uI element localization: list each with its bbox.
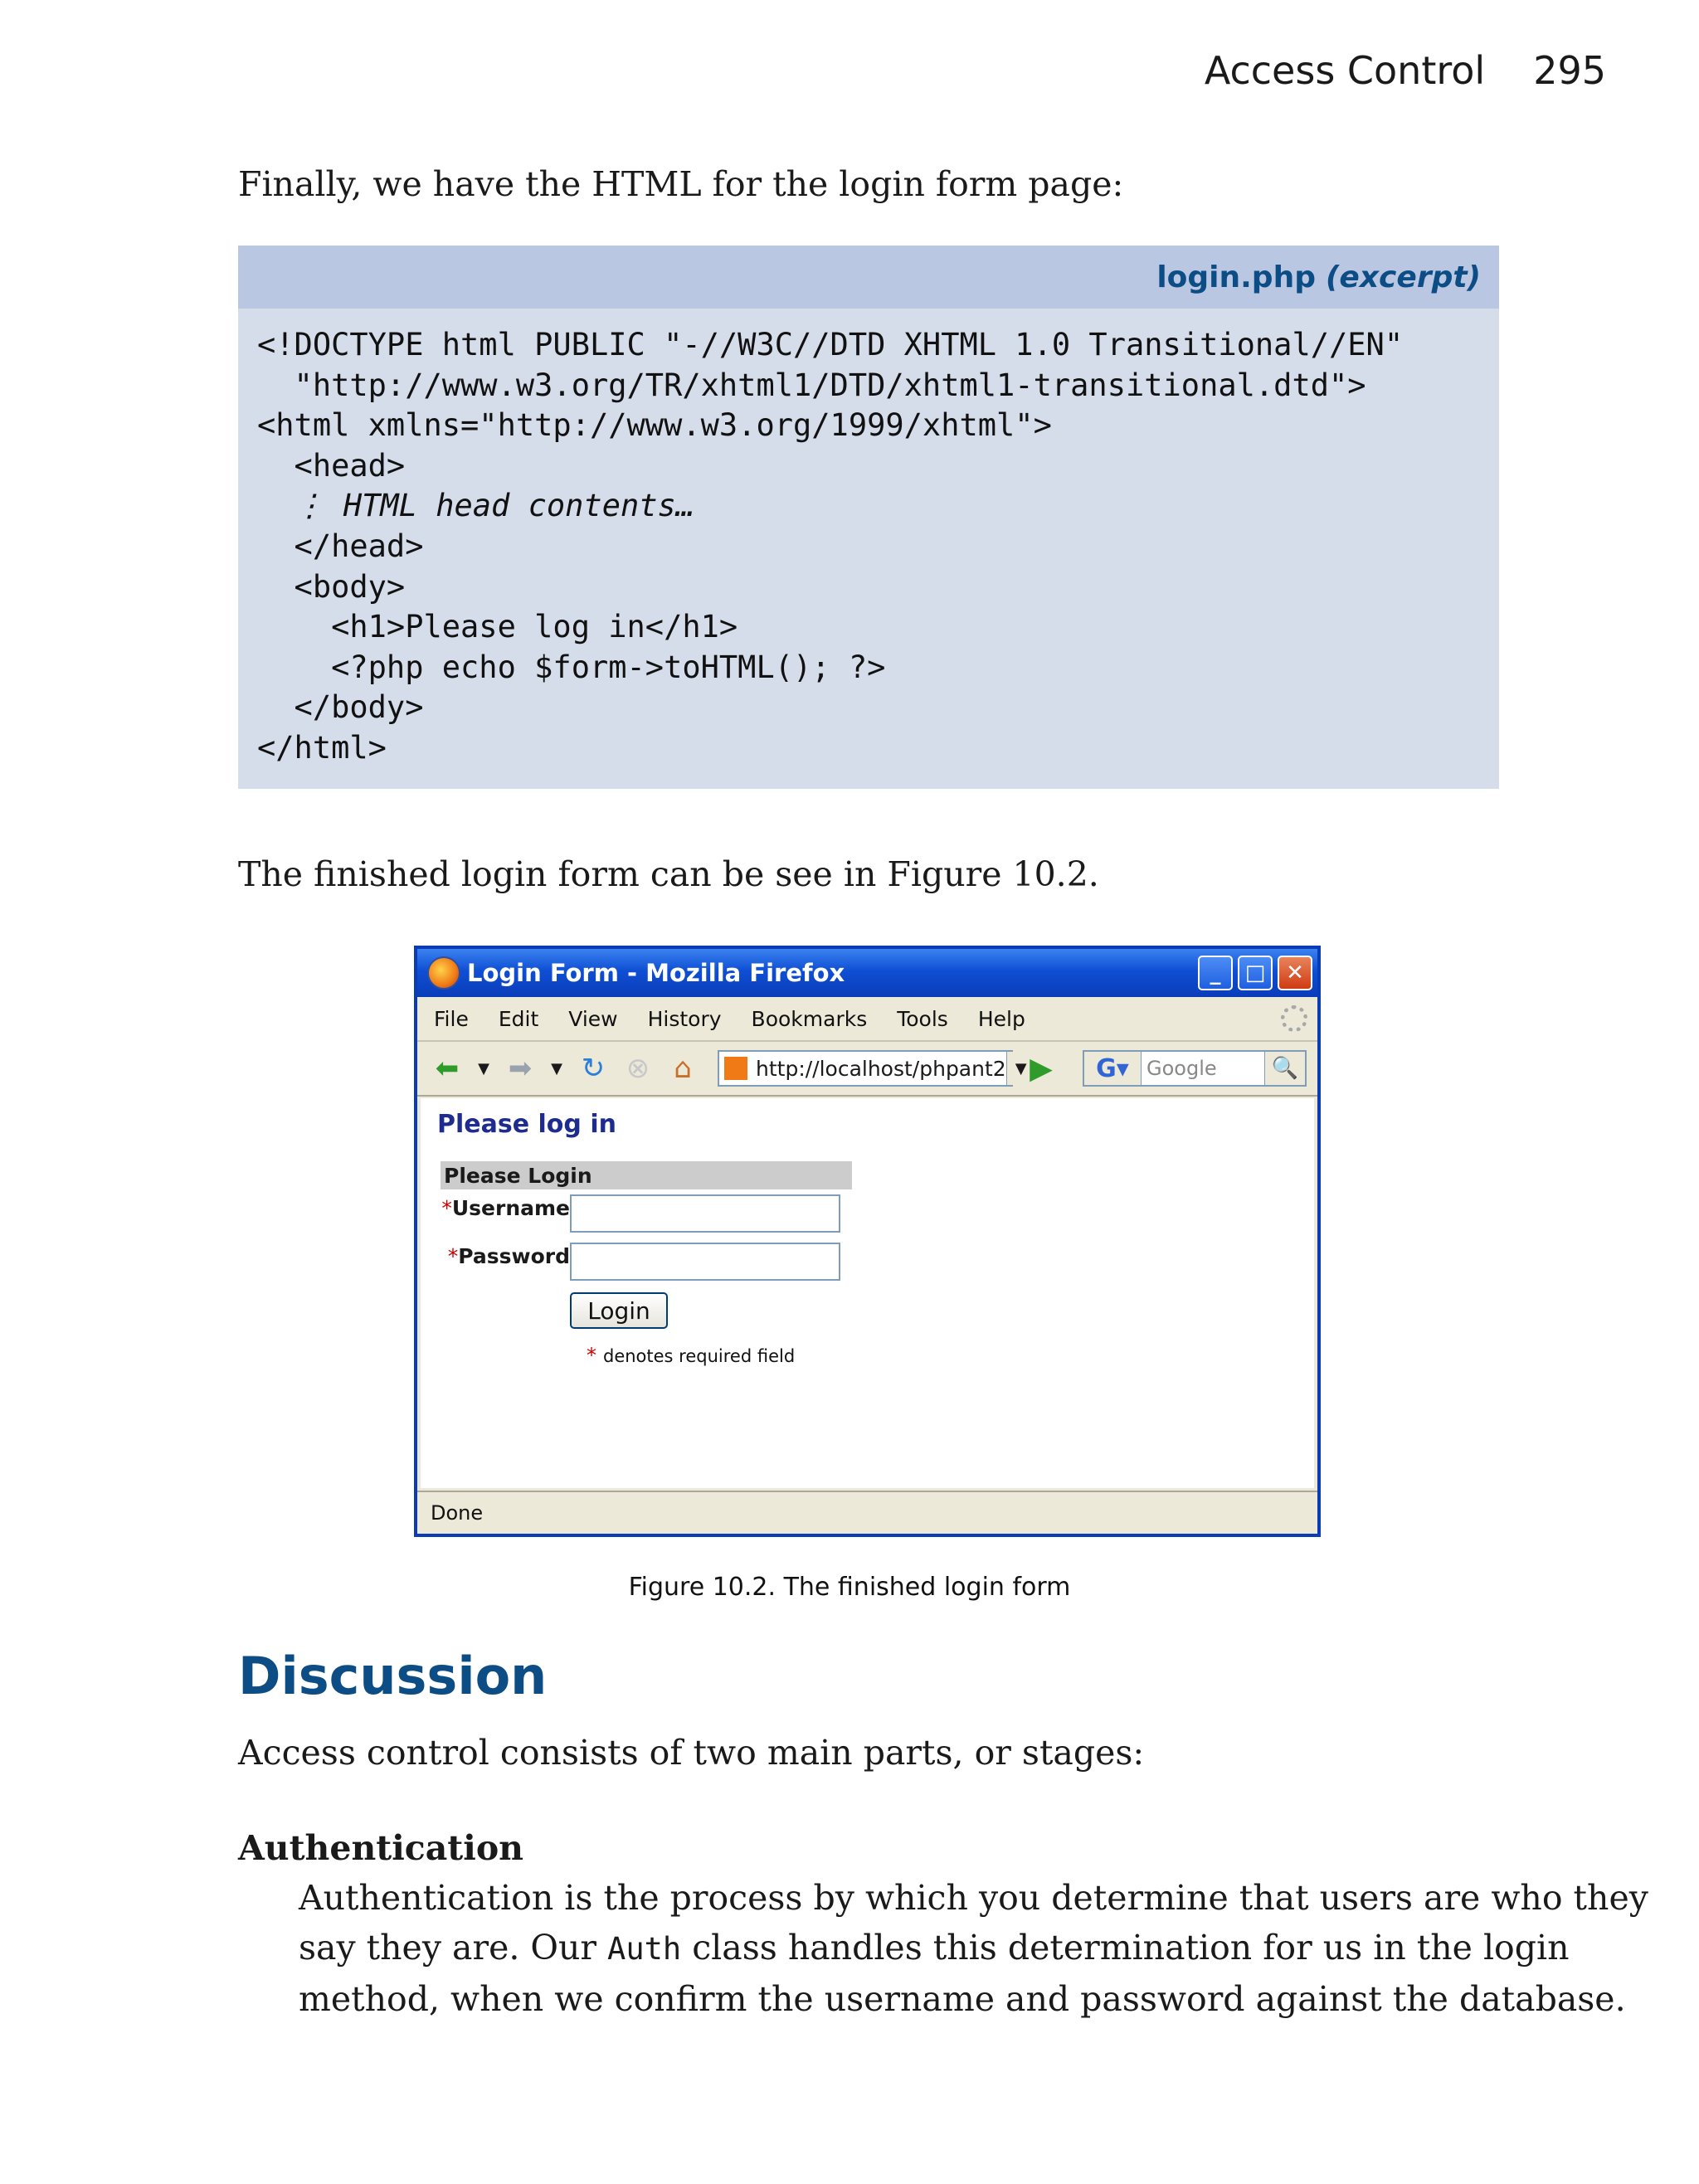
go-arrow-icon[interactable]: ▶ xyxy=(1030,1051,1053,1086)
code-qualifier: (excerpt) xyxy=(1325,260,1481,294)
code-line: <body> xyxy=(257,568,406,605)
code-line: "http://www.w3.org/TR/xhtml1/DTD/xhtml1-transitional.dtd"> xyxy=(257,367,1366,403)
address-url: http://localhost/phpant2 xyxy=(756,1056,1006,1081)
required-note: * denotes required field xyxy=(587,1344,796,1367)
window-titlebar xyxy=(417,949,1317,997)
password-row xyxy=(441,1238,852,1286)
code-filename: login.php xyxy=(1156,260,1316,294)
definition-line: method, when we confirm the username and password against the database. xyxy=(299,1979,1626,2019)
login-form-header: Please Login xyxy=(441,1161,852,1189)
window-controls xyxy=(1198,956,1312,990)
browser-screenshot-figure xyxy=(414,946,1321,1537)
page-content xyxy=(421,1098,1314,1488)
minimize-button[interactable]: _ xyxy=(1198,956,1233,990)
forward-dropdown-icon[interactable]: ▼ xyxy=(551,1059,562,1077)
menu-edit[interactable]: Edit xyxy=(498,1006,539,1031)
stop-icon[interactable]: ⊗ xyxy=(626,1052,650,1085)
login-button[interactable]: Login xyxy=(570,1292,668,1329)
search-box[interactable] xyxy=(1083,1050,1307,1087)
menu-view[interactable]: View xyxy=(568,1006,618,1031)
username-label: *Username xyxy=(441,1196,570,1220)
code-line: <h1>Please log in</h1> xyxy=(257,609,738,645)
definition-body xyxy=(299,1873,1648,2024)
code-line: <!DOCTYPE html PUBLIC "-//W3C//DTD XHTML 1.0 Transitional//EN" xyxy=(257,327,1404,362)
back-arrow-icon[interactable]: ⬅ xyxy=(435,1052,460,1085)
code-line: </body> xyxy=(257,689,424,726)
discussion-intro: Access control consists of two main parts, or stages: xyxy=(238,1733,1145,1773)
section-heading: Discussion xyxy=(238,1646,548,1706)
maximize-button[interactable]: □ xyxy=(1238,956,1273,990)
close-button[interactable]: ✕ xyxy=(1278,956,1312,990)
code-line-elision: ⋮ HTML head contents… xyxy=(257,488,695,524)
password-input[interactable] xyxy=(570,1243,840,1281)
page-number: 295 xyxy=(1533,48,1606,93)
inline-code: Auth xyxy=(607,1931,682,1967)
menu-history[interactable]: History xyxy=(647,1006,722,1031)
code-listing-header xyxy=(238,246,1499,309)
code-line: </head> xyxy=(257,528,424,564)
figure-caption: Figure 10.2. The finished login form xyxy=(628,1573,1071,1602)
login-form xyxy=(441,1161,852,1367)
menu-help[interactable]: Help xyxy=(977,1006,1025,1031)
menu-tools[interactable]: Tools xyxy=(897,1006,948,1031)
address-dropdown-icon[interactable]: ▼ xyxy=(1006,1052,1035,1085)
status-bar xyxy=(417,1491,1317,1534)
running-head-section: Access Control xyxy=(1204,48,1486,93)
firefox-logo-icon xyxy=(427,956,460,990)
search-placeholder: Google xyxy=(1146,1057,1217,1080)
menu-file[interactable]: File xyxy=(434,1006,469,1031)
back-dropdown-icon[interactable]: ▼ xyxy=(478,1059,489,1077)
code-line: </html> xyxy=(257,729,387,766)
address-bar[interactable] xyxy=(718,1050,1027,1087)
username-row xyxy=(441,1189,852,1238)
reload-icon[interactable]: ↻ xyxy=(581,1052,606,1085)
navigation-toolbar xyxy=(417,1042,1317,1097)
password-label: *Password xyxy=(447,1244,570,1268)
window-title: Login Form - Mozilla Firefox xyxy=(467,959,845,987)
code-line: <?php echo $form->toHTML(); ?> xyxy=(257,649,886,685)
definition-line: say they are. Our Auth class handles this determination for us in the login xyxy=(299,1928,1570,1968)
status-text: Done xyxy=(431,1501,484,1525)
site-favicon-icon xyxy=(724,1057,747,1080)
definition-term: Authentication xyxy=(238,1828,523,1868)
page-heading: Please log in xyxy=(437,1110,616,1139)
search-magnifier-icon[interactable]: 🔍 xyxy=(1264,1052,1305,1085)
throbber-icon xyxy=(1281,1005,1307,1032)
required-mark: * xyxy=(441,1196,452,1220)
figure-intro-paragraph: The finished login form can be see in Figure 10.2. xyxy=(238,854,1099,894)
menu-bar xyxy=(417,997,1317,1042)
definition-line: Authentication is the process by which you determine that users are who they xyxy=(299,1878,1648,1918)
home-icon[interactable]: ⌂ xyxy=(674,1052,692,1085)
required-mark: * xyxy=(587,1344,596,1367)
code-listing xyxy=(238,246,1499,789)
code-line: <head> xyxy=(257,447,406,484)
intro-paragraph: Finally, we have the HTML for the login form page: xyxy=(238,164,1124,204)
menu-bookmarks[interactable]: Bookmarks xyxy=(751,1006,868,1031)
google-engine-icon[interactable]: G▾ xyxy=(1084,1052,1142,1085)
username-input[interactable] xyxy=(570,1194,840,1233)
code-body xyxy=(257,325,1403,769)
forward-arrow-icon[interactable]: ➡ xyxy=(508,1052,533,1085)
required-mark: * xyxy=(447,1244,459,1268)
code-line: <html xmlns="http://www.w3.org/1999/xhtml"> xyxy=(257,407,1052,444)
running-head xyxy=(1205,48,1606,93)
